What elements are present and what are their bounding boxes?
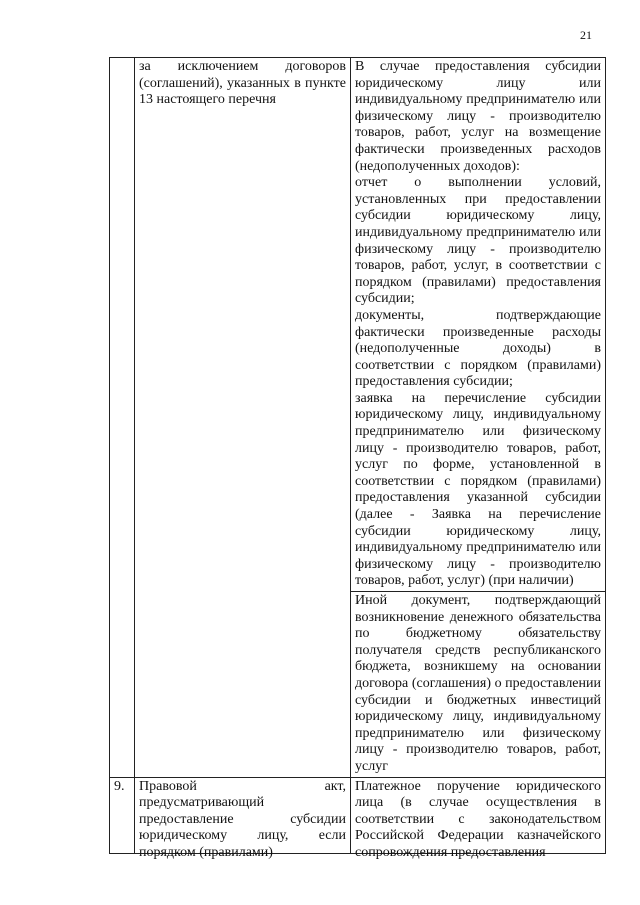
page-number: 21 — [580, 28, 592, 42]
row-number-cell — [110, 777, 135, 853]
basis-document-cell: за исключением договоров (соглашений), указанных в пункте 13 настоящего перечня — [135, 58, 351, 778]
row-number-cell — [110, 58, 135, 778]
basis-document-cell — [135, 777, 351, 860]
confirming-document-text: Платежное поручение юридического лица (в случае осуществления в соответствии с законодательством Российской Федерации казначейского сопровождения предоставления — [355, 778, 601, 860]
confirming-documents-cell — [351, 777, 606, 860]
other-document-cell: Иной документ, подтверждающий возникновение денежного обязательства по бюджетному обязательству получателя средств республиканского бюджета, возникшему на основании договора (соглашения) о предоставлении субсидии и бюджетных инвестиций юридическому лицу, индивидуальному предпринимателю или физическому лицу - производителю товаров, работ, услуг — [351, 592, 606, 778]
paragraph: документы, подтверждающие фактически произведенные расходы (недополученные доходы) в соответствии с порядком (правилами) предоставления субсидии; — [355, 307, 601, 390]
paragraph: заявка на перечисление субсидии юридическому лицу, индивидуальному предпринимателю или физическому лицу - производителю товаров, работ, услуг по форме, установленной в соответствии с порядком (правилами) предоставления указанной субсидии (далее - Заявка на перечисление субсидии юридическому лицу, индивидуальному предпринимателю или физическому лицу - производителю товаров, работ, услуг) (при наличии) — [355, 390, 601, 589]
paragraph: отчет о выполнении условий, установленных при предоставлении субсидии юридическому лицу, индивидуальному предпринимателю или физическому лицу - производителю товаров, работ, услуг, в соответствии с порядком (правилами) предоставления субсидии; — [355, 175, 601, 307]
document-table — [109, 57, 606, 860]
row-number: 9. — [114, 778, 125, 794]
basis-document-text: Правовой акт, предусматривающий предоставление субсидии юридическому лицу, если порядком (правилами) — [139, 778, 346, 860]
table-row — [110, 777, 606, 853]
paragraph: В случае предоставления субсидии юридическому лицу или индивидуальному предпринимателю или физическому лицу - производителю товаров, работ, услуг на возмещение фактически произведенных расходов (недополученных доходов): — [355, 59, 601, 174]
confirming-documents-cell — [351, 58, 606, 592]
table-row — [110, 58, 606, 592]
